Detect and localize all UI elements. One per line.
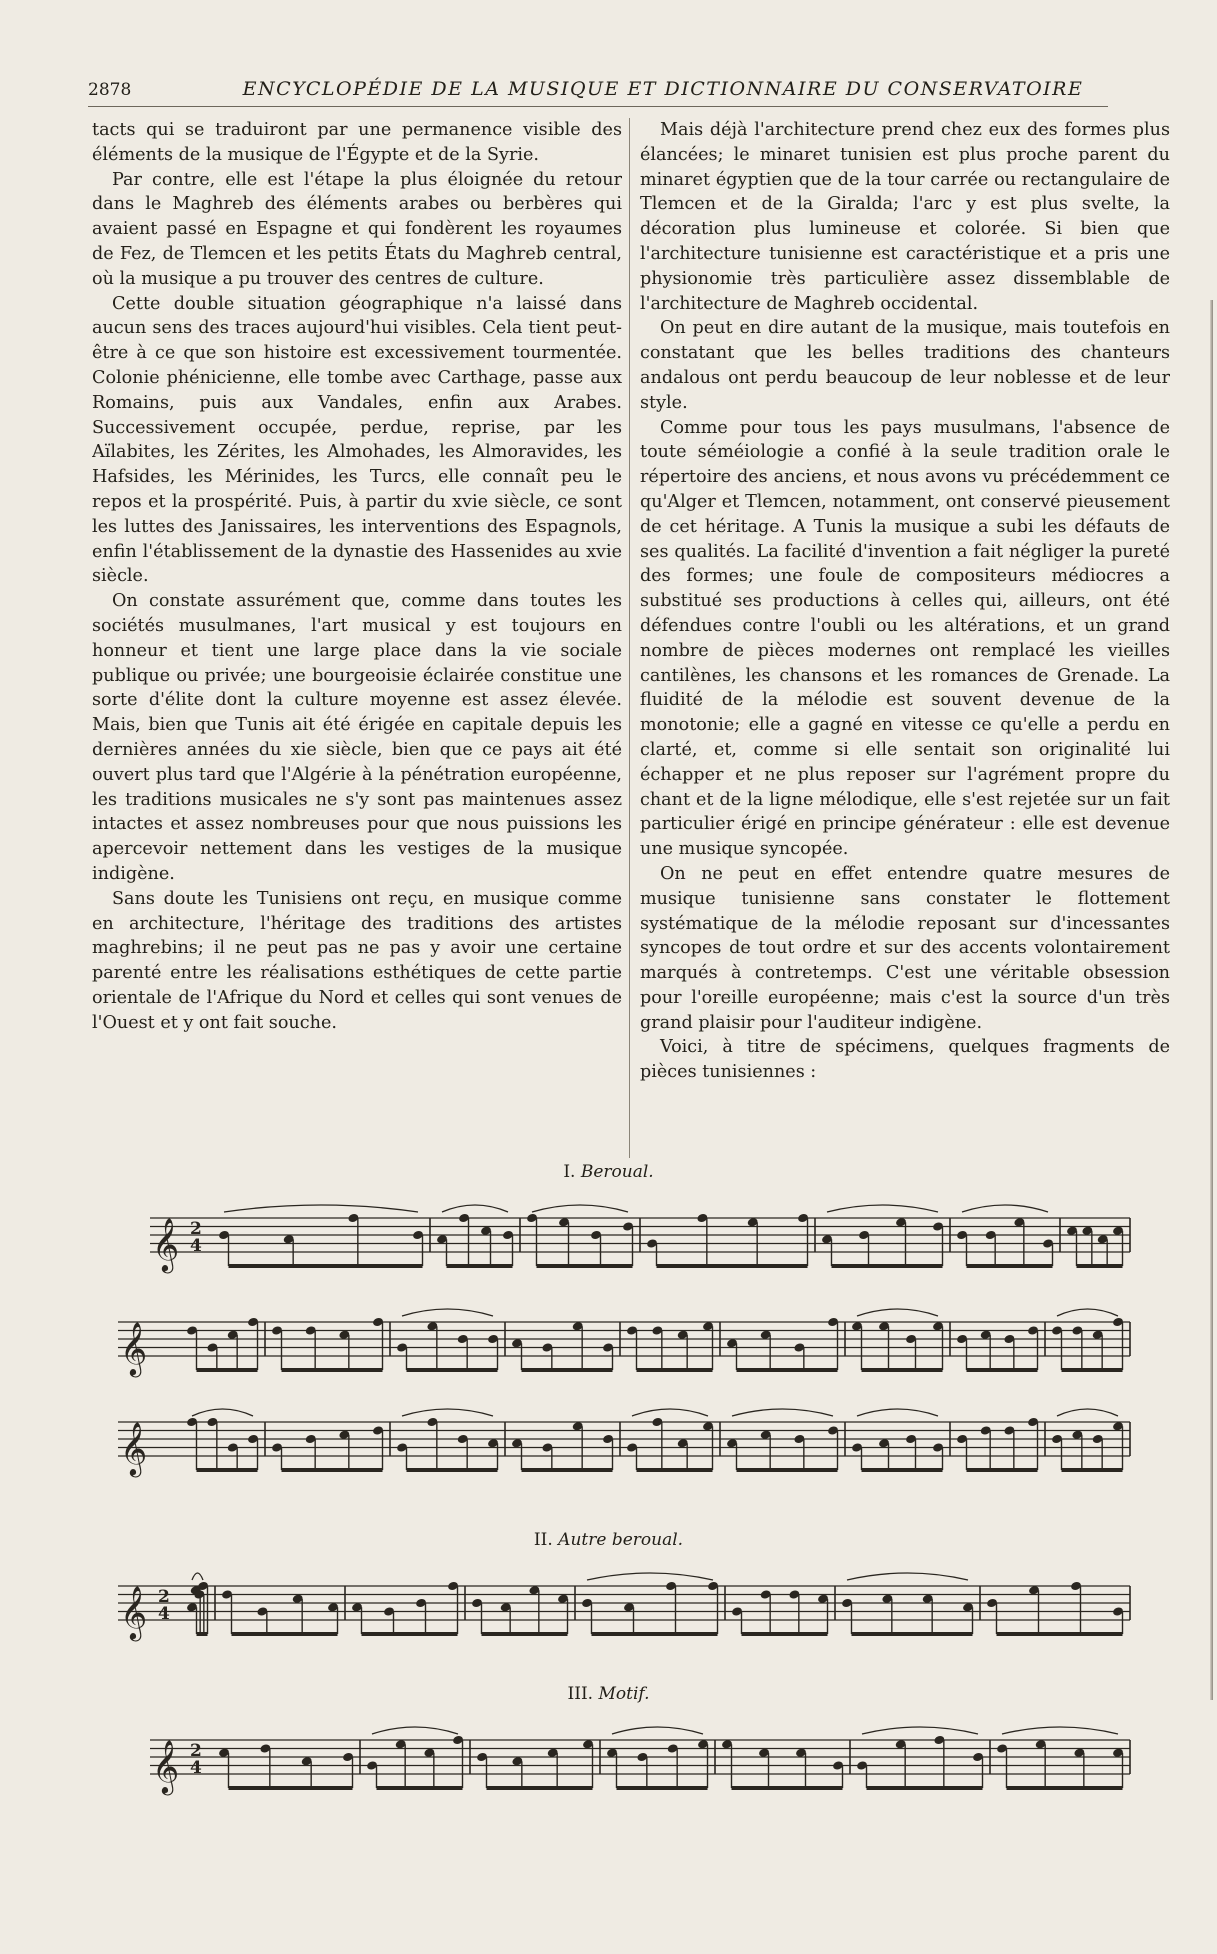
slur — [402, 1409, 493, 1416]
slur — [1057, 1409, 1118, 1416]
running-title: ENCYCLOPÉDIE DE LA MUSIQUE ET DICTIONNAIRE DU CONSERVATOIRE — [242, 78, 1084, 100]
slur — [857, 1309, 938, 1316]
piece-number: I. — [563, 1162, 576, 1182]
slur — [732, 1409, 833, 1416]
time-signature-bottom: 4 — [190, 1758, 202, 1778]
music-staff-4 — [0, 1558, 1217, 1658]
time-signature-top: 2 — [158, 1587, 170, 1607]
music-staff-5 — [0, 1712, 1217, 1812]
treble-clef-icon: 𝄞 — [120, 1585, 148, 1639]
right-column — [640, 118, 1170, 1158]
page-number: 2878 — [88, 80, 132, 100]
slur — [192, 1573, 203, 1580]
slur — [402, 1309, 493, 1316]
piece-title-3 — [0, 1684, 1217, 1704]
slur — [857, 1409, 938, 1416]
treble-clef-icon: 𝄞 — [152, 1739, 180, 1793]
slur — [1002, 1727, 1118, 1734]
slur — [632, 1409, 708, 1416]
slur — [962, 1205, 1048, 1212]
paragraph: tacts qui se traduiront par une permanence visible des éléments de la musique de l'Égypte et de la Syrie. — [92, 120, 622, 165]
slur — [372, 1727, 458, 1734]
piece-name: Motif. — [598, 1684, 650, 1704]
slur — [847, 1573, 968, 1580]
treble-clef-icon: 𝄞 — [120, 1321, 148, 1375]
time-signature-top: 2 — [190, 1219, 202, 1239]
slur — [532, 1205, 628, 1212]
music-staff-2 — [0, 1300, 1217, 1390]
paragraph: On constate assurément que, comme dans toutes les sociétés musulmanes, l'art musical y est toujours en honneur et tient une large place dans la vie sociale publique ou privée; une bourgeoisie éclairée constitue une sorte d'élite dont la culture moyenne est assez élevée. Mais, bien que Tunis ait été érigée en capitale depuis les dernières années du xie siècle, bien que ce pays ait été ouvert plus tard que l'Algérie à la pénétration européenne, les traditions musicales ne s'y sont pas maintenues assez intactes et assez nombreuses pour que nous puissions les apercevoir nettement dans les vestiges de la musique indigène. — [92, 591, 622, 884]
piece-title-1 — [0, 1162, 1217, 1182]
slur — [827, 1205, 938, 1212]
paragraph: On peut en dire autant de la musique, mais toutefois en constatant que les belles traditions des chanteurs andalous ont perdu beaucoup de leur noblesse et de leur style. — [640, 318, 1170, 413]
page-edge — [1210, 300, 1213, 1700]
slur — [192, 1409, 253, 1416]
paragraph: On ne peut en effet entendre quatre mesures de musique tunisienne sans constater le flottement systématique de la mélodie reposant sur d'incessantes syncopes de tout ordre et sur des accents volontairement marqués à contretemps. C'est une véritable obsession pour l'oreille européenne; mais c'est la source d'un très grand plaisir pour l'auditeur indigène. — [640, 863, 1170, 1033]
slur — [1057, 1309, 1118, 1316]
slur — [862, 1727, 978, 1734]
paragraph: Voici, à titre de spécimens, quelques fragments de pièces tunisiennes : — [640, 1037, 1170, 1083]
slur — [612, 1727, 703, 1734]
slur — [587, 1573, 713, 1580]
paragraph: Par contre, elle est l'étape la plus éloignée du retour dans le Maghreb des éléments arabes ou berbères qui avaient passé en Espagne et qui fondèrent les royaumes de Fez, de Tlemcen et les petits États du Maghreb central, où la musique a pu trouver des centres de culture. — [92, 169, 622, 289]
time-signature-bottom: 4 — [158, 1604, 170, 1624]
piece-name: Beroual. — [580, 1162, 654, 1182]
piece-number: II. — [533, 1530, 553, 1550]
slur — [442, 1205, 508, 1212]
music-staff-1 — [0, 1190, 1217, 1290]
paragraph: Sans doute les Tunisiens ont reçu, en musique comme en architecture, l'héritage des traditions des artistes maghrebins; il ne peut pas ne pas y avoir une certaine parenté entre les réalisations esthétiques de cette partie orientale de l'Afrique du Nord et celles qui sont venues de l'Ouest et y ont fait souche. — [92, 888, 622, 1033]
paragraph: Mais déjà l'architecture prend chez eux des formes plus élancées; le minaret tunisien est plus proche parent du minaret égyptien que de la tour carrée ou rectangulaire de Tlemcen et de la Giralda; l'arc y est plus svelte, la décoration plus lumineuse et colorée. Si bien que l'architecture tunisienne est caractéristique et a pris une physionomie très particulière assez dissemblable de l'architecture de Maghreb occidental. — [640, 120, 1170, 314]
running-header — [88, 78, 1108, 107]
paragraph: Comme pour tous les pays musulmans, l'absence de toute séméiologie a confié à la seule tradition orale le répertoire des anciens, et nous avons vu précédemment ce qu'Alger et Tlemcen, notamment, ont conservé pieusement de cet héritage. A Tunis la musique a subi les défauts de ses qualités. La facilité d'invention a fait négliger la pureté des formes; une foule de compositeurs médiocres a substitué ses productions à celles qui, ailleurs, ont été défendues contre l'oubli ou les altérations, et un grand nombre de pièces modernes ont remplacé les vieilles cantilènes, les chansons et les romances de Grenade. La fluidité de la mélodie est souvent devenue de la monotonie; elle a gagné en vitesse ce qu'elle a perdu en clarté, et, comme si elle sentait son originalité lui échapper et ne plus reposer sur l'agrément propre du chant et de la ligne mélodique, elle s'est rejetée sur un fait particulier érigé en principe générateur : elle est devenue une musique syncopée. — [640, 417, 1170, 860]
time-signature-top: 2 — [190, 1741, 202, 1761]
music-staff-3 — [0, 1400, 1217, 1490]
piece-number: III. — [567, 1684, 594, 1704]
left-column — [92, 118, 622, 1158]
piece-title-2 — [0, 1530, 1217, 1550]
paragraph: Cette double situation géographique n'a laissé dans aucun sens des traces aujourd'hui visibles. Cela tient peut-être à ce que son histoire est excessivement tourmentée. Colonie phénicienne, elle tombe avec Carthage, passe aux Romains, puis aux Vandales, enfin aux Arabes. Successivement occupée, perdue, reprise, par les Aïlabites, les Zérites, les Almohades, les Almoravides, les Hafsides, les Mérinides, les Turcs, elle connaît peu le repos et la prospérité. Puis, à partir du xvie siècle, ce sont les luttes des Janissaires, les interventions des Espagnols, enfin l'établissement de la dynastie des Hassenides au xvie siècle. — [92, 293, 622, 587]
column-divider — [629, 118, 630, 1158]
piece-name: Autre beroual. — [558, 1530, 684, 1550]
slur — [224, 1205, 418, 1212]
time-signature-bottom: 4 — [190, 1236, 202, 1256]
treble-clef-icon: 𝄞 — [120, 1421, 148, 1475]
treble-clef-icon: 𝄞 — [152, 1217, 180, 1271]
